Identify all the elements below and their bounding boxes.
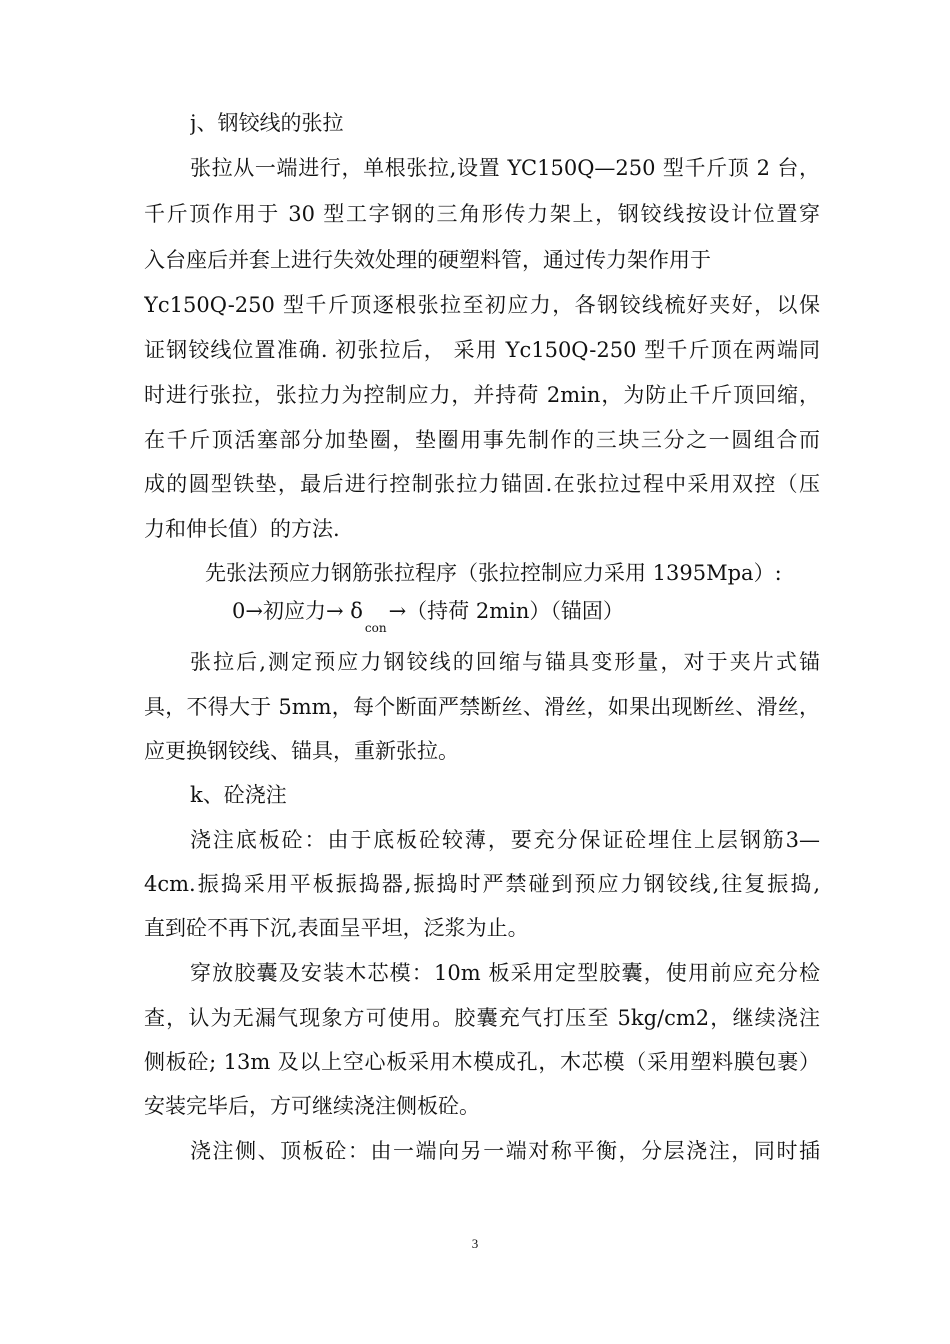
para-k1-line-1: 浇注底板砼：由于底板砼较薄，要充分保证砼埋住上层钢筋3— [190, 828, 820, 852]
para-k2-line-2: 查，认为无漏气现象方可使用。胶囊充气打压至 5kg/cm2，继续浇注 [144, 1006, 820, 1030]
formula-part-1: 0→初应力→ δ [232, 599, 363, 623]
section-k-heading: k、砼浇注 [190, 783, 287, 807]
para-k1-line-2: 4cm.振捣采用平板振捣器,振捣时严禁碰到预应力钢铰线,往复振捣, [144, 872, 820, 896]
section-j-heading: j、钢铰线的张拉 [190, 111, 344, 135]
para-j1-line-3: 入台座后并套上进行失效处理的硬塑料管，通过传力架作用于 [144, 248, 711, 272]
para-k2-line-3: 侧板砼; 13m 及以上空心板采用木模成孔，木芯模（采用塑料膜包裹） [144, 1050, 820, 1074]
para-j1-line-4: Yc150Q-250 型千斤顶逐根张拉至初应力，各钢铰线梳好夹好，以保 [144, 293, 820, 317]
para-j2-line-3: 应更换钢铰线、锚具，重新张拉。 [144, 739, 459, 763]
page-number: 3 [471, 1236, 479, 1251]
procedure-title: 先张法预应力钢筋张拉程序（张拉控制应力采用 1395Mpa）: [205, 561, 782, 585]
tension-procedure-formula [232, 596, 624, 635]
para-j1-line-7: 在千斤顶活塞部分加垫圈，垫圈用事先制作的三块三分之一圆组合而 [144, 428, 820, 452]
para-j1-line-5: 证钢铰线位置准确. 初张拉后， 采用 Yc150Q-250 型千斤顶在两端同 [144, 338, 820, 362]
formula-part-2: →（持荷 2min）（锚固） [388, 599, 624, 623]
para-k3-line-1: 浇注侧、顶板砼：由一端向另一端对称平衡，分层浇注，同时插 [190, 1139, 820, 1163]
para-k1-line-3: 直到砼不再下沉,表面呈平坦，泛浆为止。 [144, 916, 529, 940]
para-j1-line-9: 力和伸长值）的方法. [144, 517, 340, 541]
para-j2-line-1: 张拉后,测定预应力钢铰线的回缩与锚具变形量，对于夹片式锚 [190, 650, 820, 674]
para-j1-line-6: 时进行张拉，张拉力为控制应力，并持荷 2min，为防止千斤顶回缩， [144, 383, 820, 407]
para-k2-line-4: 安装完毕后，方可继续浇注侧板砼。 [144, 1094, 480, 1118]
formula-subscript: con [364, 621, 387, 635]
para-k2-line-1: 穿放胶囊及安装木芯模：10m 板采用定型胶囊，使用前应充分检 [190, 961, 820, 985]
para-j1-line-2: 千斤顶作用于 30 型工字钢的三角形传力架上，钢铰线按设计位置穿 [144, 202, 820, 226]
para-j1-line-1: 张拉从一端进行，单根张拉,设置 YC150Q—250 型千斤顶 2 台， [190, 156, 820, 180]
para-j1-line-8: 成的圆型铁垫，最后进行控制张拉力锚固.在张拉过程中采用双控（压 [144, 472, 820, 496]
para-j2-line-2: 具，不得大于 5mm，每个断面严禁断丝、滑丝，如果出现断丝、滑丝， [144, 695, 820, 719]
